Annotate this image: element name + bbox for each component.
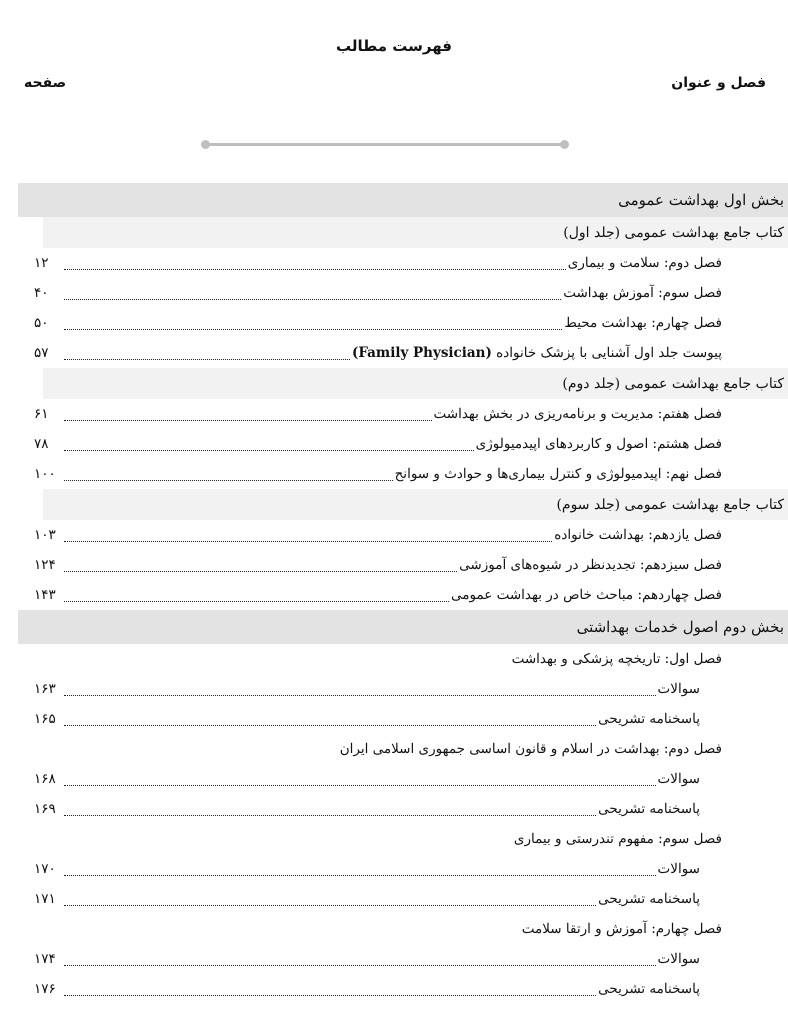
page-number: ۵۰: [34, 315, 49, 331]
book-heading[interactable]: [43, 489, 788, 520]
book-heading[interactable]: [43, 368, 788, 399]
dot-leader: [64, 450, 474, 451]
part-title: بخش دوم اصول خدمات بهداشتی: [576, 618, 784, 636]
entry-title-latin: (Family Physician): [351, 345, 492, 361]
book-title: کتاب جامع بهداشت عمومی (جلد اول): [563, 224, 784, 241]
toc-entry[interactable]: [0, 338, 788, 368]
toc-entry[interactable]: [0, 794, 788, 824]
dot-leader: [64, 359, 350, 360]
page-number: ۵۷: [34, 345, 49, 361]
page-number: ۱۲: [34, 255, 49, 271]
dot-leader: [64, 420, 432, 421]
chapter-title: فصل اول: تاریخچه پزشکی و بهداشت: [511, 651, 722, 667]
toc-entry[interactable]: [0, 308, 788, 338]
entry-title: [352, 345, 722, 361]
toc-entry[interactable]: [0, 580, 788, 610]
chapter-heading[interactable]: [0, 644, 788, 674]
page-number: ۱۶۵: [34, 711, 56, 727]
page-number: ۱۷۱: [34, 891, 56, 907]
toc-entry[interactable]: [0, 764, 788, 794]
chapter-heading[interactable]: [0, 734, 788, 764]
dot-leader: [64, 815, 596, 816]
part-heading[interactable]: [18, 183, 788, 217]
dot-leader: [64, 875, 656, 876]
page-number: ۱۶۹: [34, 801, 56, 817]
toc-entry[interactable]: [0, 459, 788, 489]
book-title: کتاب جامع بهداشت عمومی (جلد دوم): [562, 375, 784, 392]
toc-entry[interactable]: [0, 550, 788, 580]
column-header-page: صفحه: [24, 75, 67, 91]
table-of-contents: [0, 183, 788, 1004]
page-number: ۷۸: [34, 436, 49, 452]
page-number: ۱۷۰: [34, 861, 56, 877]
toc-entry[interactable]: [0, 429, 788, 459]
toc-entry[interactable]: [0, 399, 788, 429]
book-title: کتاب جامع بهداشت عمومی (جلد سوم): [556, 496, 784, 513]
dot-leader: [64, 480, 393, 481]
dot-leader: [64, 965, 656, 966]
dot-leader: [64, 995, 596, 996]
entry-title: فصل سوم: آموزش بهداشت: [563, 285, 722, 301]
page-number: ۱۴۳: [34, 587, 56, 603]
entry-title: فصل نهم: اپیدمیولوژی و کنترل بیماری‌ها و حوادث و سوانح: [394, 466, 722, 482]
dot-leader: [64, 541, 552, 542]
page-number: ۱۷۶: [34, 981, 56, 997]
entry-title: فصل هفتم: مدیریت و برنامه‌ریزی در بخش بهداشت: [433, 406, 722, 422]
dot-leader: [64, 269, 566, 270]
entry-title: فصل چهارم: بهداشت محیط: [564, 315, 722, 331]
decorative-divider: [205, 143, 565, 146]
chapter-title: فصل دوم: بهداشت در اسلام و قانون اساسی جمهوری اسلامی ایران: [339, 741, 722, 757]
column-header-chapter-title: فصل و عنوان: [671, 75, 766, 91]
dot-leader: [64, 785, 656, 786]
toc-entry[interactable]: [0, 248, 788, 278]
chapter-heading[interactable]: [0, 914, 788, 944]
entry-title: فصل سیزدهم: تجدیدنظر در شیوه‌های آموزشی: [459, 557, 722, 573]
toc-entry[interactable]: [0, 674, 788, 704]
entry-title: سوالات: [657, 771, 700, 787]
chapter-heading[interactable]: [0, 824, 788, 854]
entry-title: سوالات: [657, 861, 700, 877]
page-number: ۱۰۰: [34, 466, 56, 482]
dot-leader: [64, 601, 449, 602]
page-number: ۱۷۴: [34, 951, 56, 967]
toc-entry[interactable]: [0, 854, 788, 884]
page-title: فهرست مطالب: [336, 37, 452, 55]
page-number: ۴۰: [34, 285, 49, 301]
toc-entry[interactable]: [0, 974, 788, 1004]
entry-title: فصل یازدهم: بهداشت خانواده: [554, 527, 722, 543]
dot-leader: [64, 571, 457, 572]
dot-leader: [64, 329, 562, 330]
entry-title: سوالات: [657, 681, 700, 697]
page-number: ۱۰۳: [34, 527, 56, 543]
entry-title: پاسخنامه تشریحی: [598, 981, 700, 997]
chapter-title: فصل سوم: مفهوم تندرستی و بیماری: [513, 831, 722, 847]
dot-leader: [64, 299, 561, 300]
page-number: ۱۲۴: [34, 557, 56, 573]
toc-entry[interactable]: [0, 278, 788, 308]
toc-entry[interactable]: [0, 704, 788, 734]
entry-title-prefix: پیوست جلد اول آشنایی با پزشک خانواده: [491, 345, 722, 361]
entry-title: فصل چهاردهم: مباحث خاص در بهداشت عمومی: [450, 587, 722, 603]
toc-entry[interactable]: [0, 884, 788, 914]
part-title: بخش اول بهداشت عمومی: [618, 191, 784, 209]
dot-leader: [64, 905, 596, 906]
toc-entry[interactable]: [0, 944, 788, 974]
entry-title: پاسخنامه تشریحی: [598, 801, 700, 817]
entry-title: فصل دوم: سلامت و بیماری: [567, 255, 722, 271]
dot-leader: [64, 725, 596, 726]
toc-entry[interactable]: [0, 520, 788, 550]
dot-leader: [64, 695, 656, 696]
entry-title: پاسخنامه تشریحی: [598, 891, 700, 907]
entry-title: سوالات: [657, 951, 700, 967]
page-number: ۱۶۳: [34, 681, 56, 697]
page-number: ۱۶۸: [34, 771, 56, 787]
entry-title: پاسخنامه تشریحی: [598, 711, 700, 727]
chapter-title: فصل چهارم: آموزش و ارتقا سلامت: [521, 921, 722, 937]
part-heading[interactable]: [18, 610, 788, 644]
book-heading[interactable]: [43, 217, 788, 248]
entry-title: فصل هشتم: اصول و کاربردهای اپیدمیولوژی: [475, 436, 722, 452]
page-number: ۶۱: [34, 406, 49, 422]
